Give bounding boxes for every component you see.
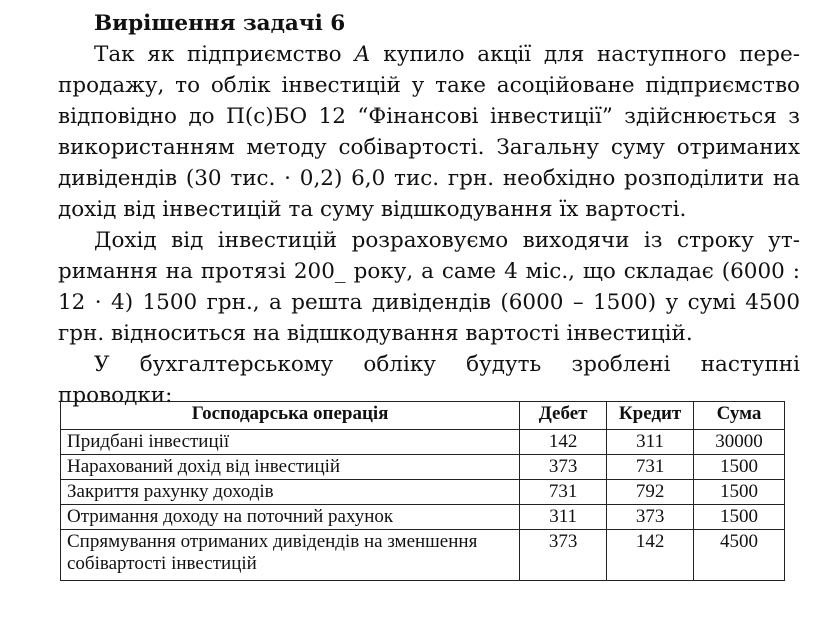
debit-cell: 373 <box>520 455 607 480</box>
table-row <box>61 455 785 480</box>
header-operation: Господарська операція <box>61 402 520 430</box>
operation-cell: Нарахований дохід від інвестицій <box>61 455 520 480</box>
header-credit: Кредит <box>607 402 694 430</box>
credit-cell: 142 <box>607 530 694 581</box>
paragraph-3: У бухгалтерському обліку будуть зроблені наступні проводки: <box>58 352 800 408</box>
amount-cell: 1500 <box>694 505 785 530</box>
debit-cell: 142 <box>520 430 607 455</box>
table-row <box>61 480 785 505</box>
credit-cell: 792 <box>607 480 694 505</box>
paragraph-2: Дохід від інвестицій розраховуємо виходячи із строку ут-римання на протязі 200_ року, а саме 4 міс., що складає (6000 : 12 · 4) 1500 грн., а решта дивідендів (6000 – 1500) у сумі 4500 грн. відноситься на відшкодування вартості інвестицій. <box>58 228 800 346</box>
credit-cell: 311 <box>607 430 694 455</box>
header-amount: Сума <box>694 402 785 430</box>
operation-cell: Придбані інвестиції <box>61 430 520 455</box>
table-row <box>61 430 785 455</box>
paragraph-1-rest: купило акції для наступного пере-продажу, то облік інвестицій у таке асоційоване підприємство відповідно до П(с)БО 12 “Фінансові інвестиції” здійснюється з використанням методу собівартості. Загальну суму отриманих дивідендів (30 тис. · 0,2) 6,0 тис. грн. необхідно розподілити на дохід від інвестицій та суму відшкодування їх вартості. <box>58 42 801 222</box>
operation-cell: Спрямування отриманих дивідендів на зменшення собівартості інвестицій <box>61 530 520 581</box>
table-header-row <box>61 402 785 430</box>
debit-cell: 731 <box>520 480 607 505</box>
table-row <box>61 530 785 581</box>
paragraph-1-start: Так як підприємство <box>94 42 355 67</box>
accounting-entries-table <box>60 401 785 581</box>
paragraph-1 <box>58 39 800 225</box>
solution-heading: Вирішення задачі 6 <box>94 11 346 36</box>
debit-cell: 373 <box>520 530 607 581</box>
enterprise-letter: А <box>354 42 371 67</box>
amount-cell: 4500 <box>694 530 785 581</box>
amount-cell: 30000 <box>694 430 785 455</box>
amount-cell: 1500 <box>694 455 785 480</box>
header-debit: Дебет <box>520 402 607 430</box>
entries-table-container <box>60 401 785 581</box>
credit-cell: 731 <box>607 455 694 480</box>
debit-cell: 311 <box>520 505 607 530</box>
credit-cell: 373 <box>607 505 694 530</box>
solution-text <box>58 8 800 411</box>
amount-cell: 1500 <box>694 480 785 505</box>
table-row <box>61 505 785 530</box>
operation-cell: Закриття рахунку доходів <box>61 480 520 505</box>
operation-cell: Отримання доходу на поточний рахунок <box>61 505 520 530</box>
